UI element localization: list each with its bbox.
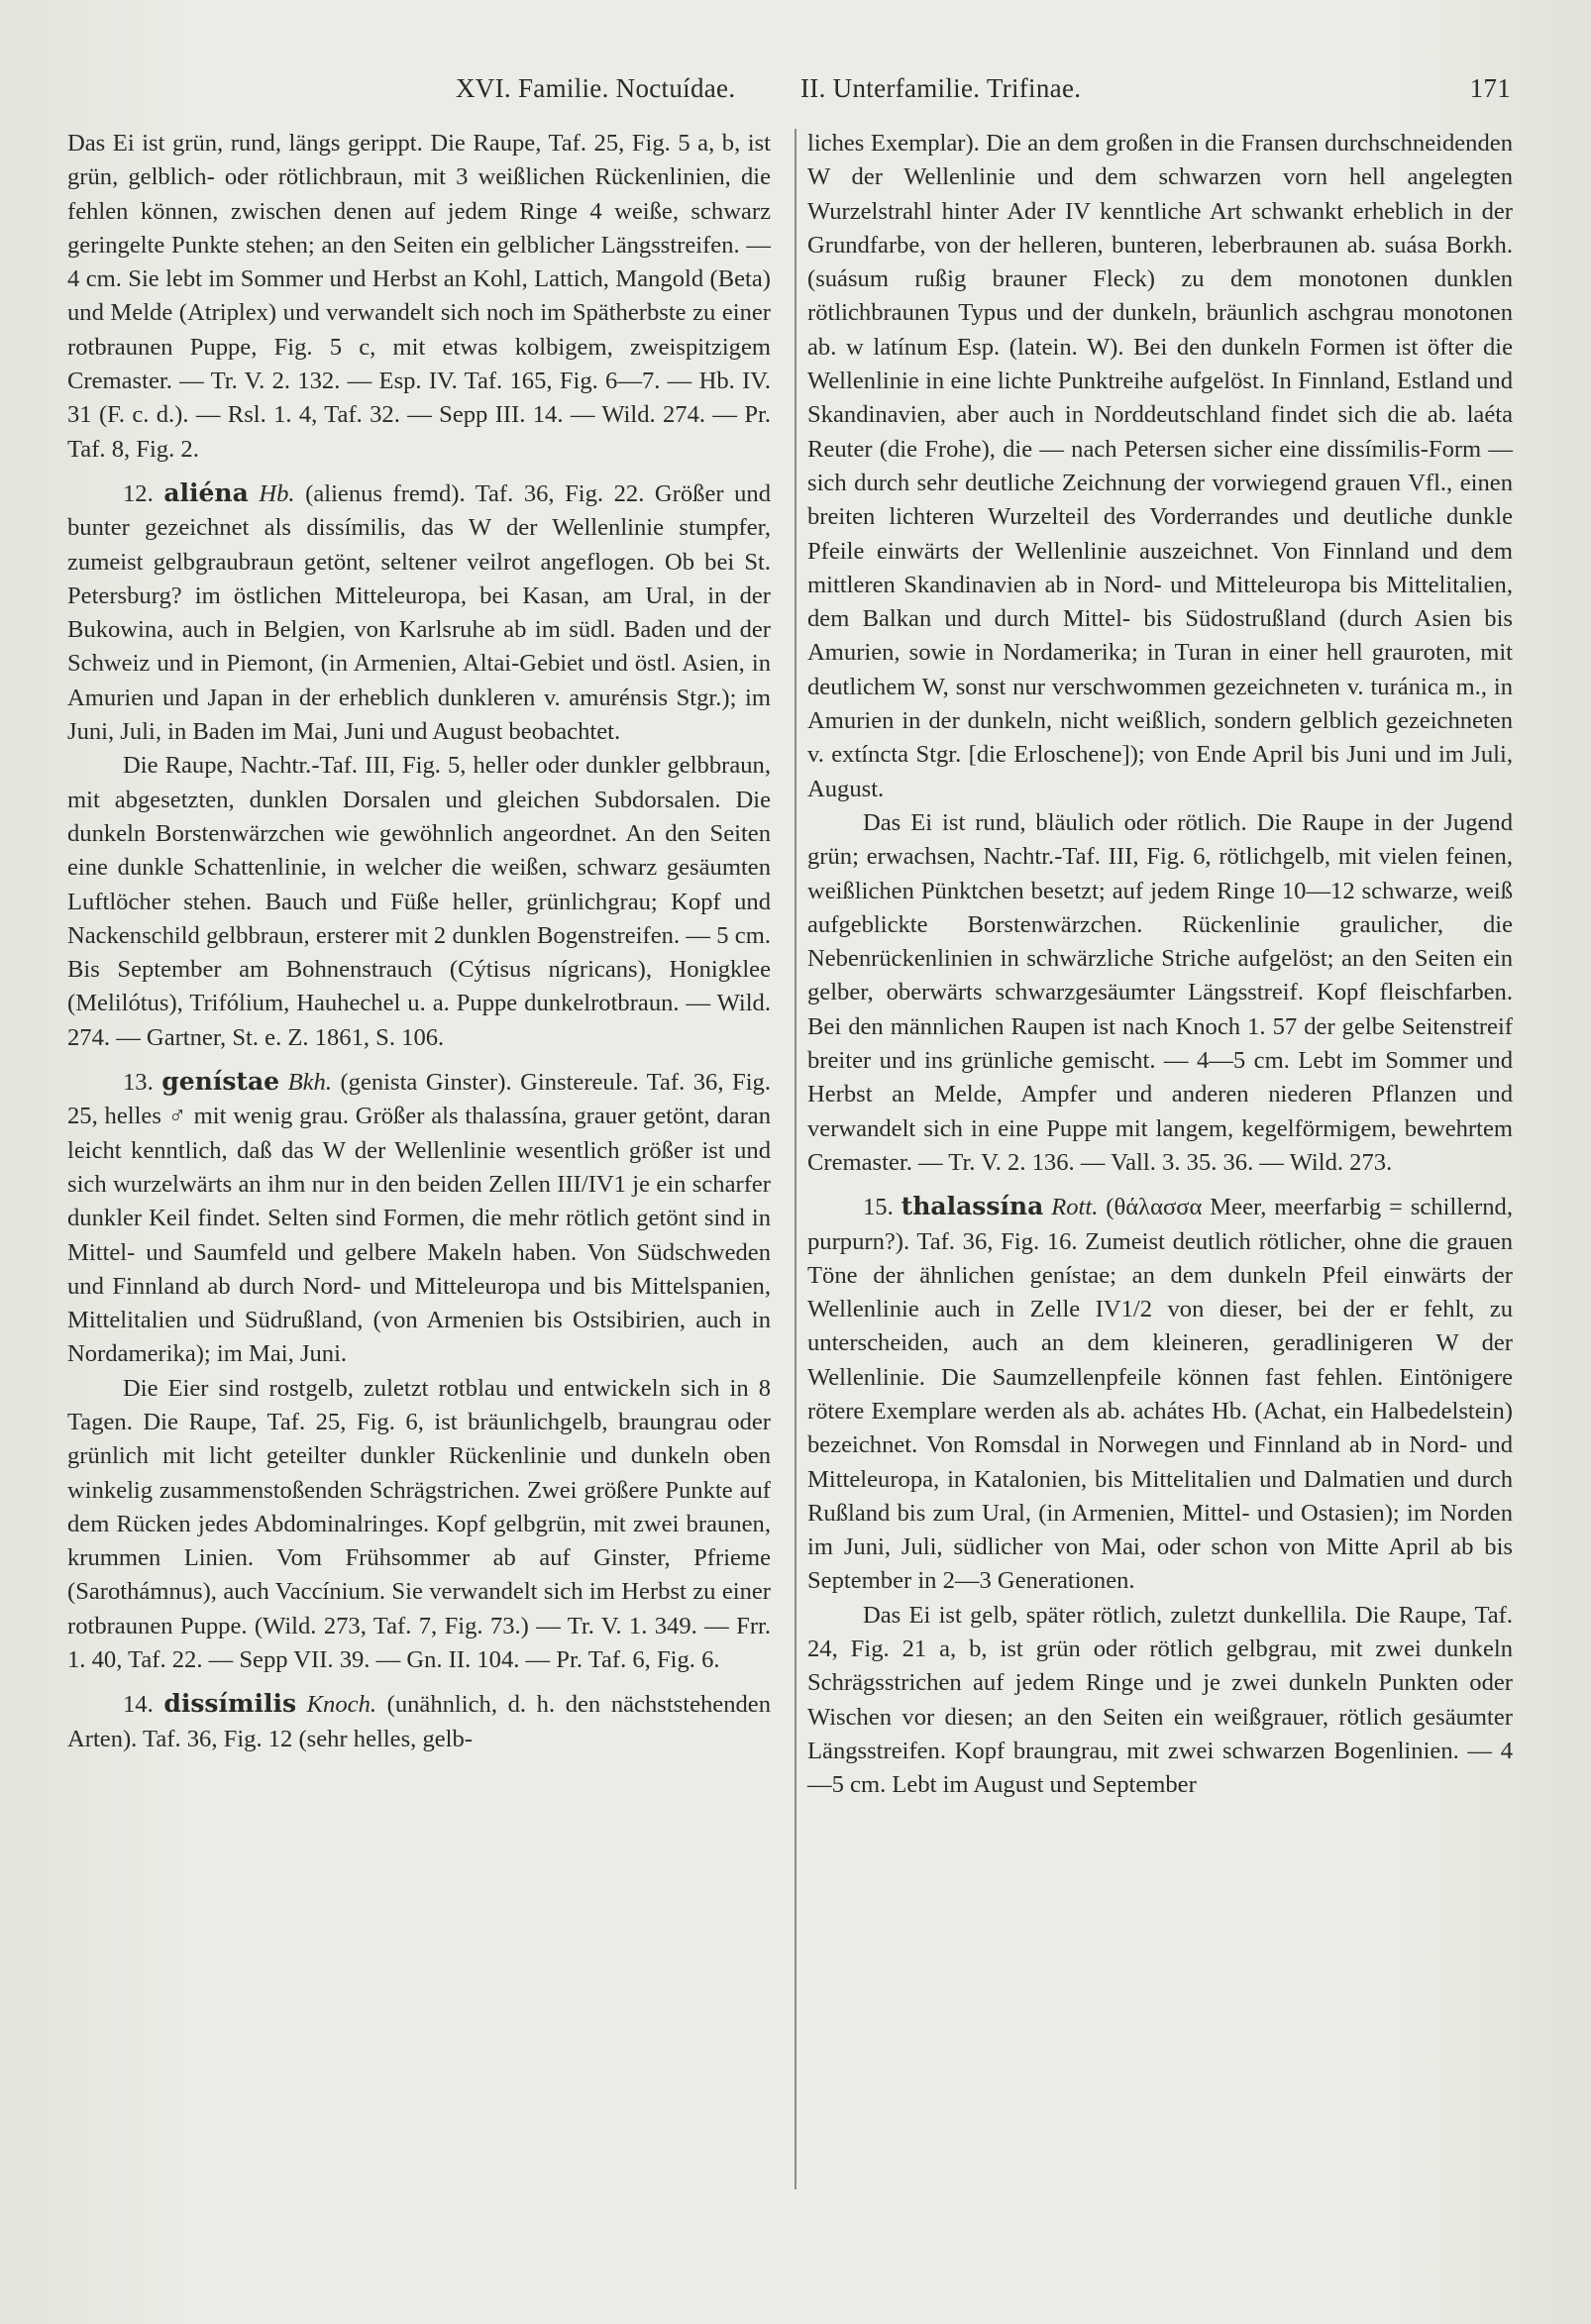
species-entry-thalassina (807, 1190, 1513, 1599)
species-text: (θάλασσα Meer, meerfarbig = schillernd, purpurn?). Taf. 36, Fig. 16. Zumeist deutlich rötlicher, ohne die grauen Töne der ähnlichen genístae; an dem dunkeln Pfeil einwärts der Wellenlinie auch in Zelle IV1/2 von dieser, bei der er fehlt, zu unterscheiden, auch an dem kleineren, geradlinigeren W der Wellenlinie. Die Saumzellenpfeile können fast fehlen. Eintönigere rötere Exemplare werden als ab. achátes Hb. (Achat, ein Halbedelstein) bezeichnet. Von Romsdal in Norwegen und Finnland ab in Nord- und Mitteleuropa, in Katalonien, bis Mittelitalien und Dalmatien und durch Rußland bis zum Ural, (in Armenien, Mittel- und Ostasien); im Norden im Juni, Juli, südlicher von Mai, oder schon von Mitte April ab bis September in 2—3 Generationen. (807, 1194, 1513, 1595)
page-number: 171 (1469, 73, 1511, 103)
paragraph: liches Exemplar). Die an dem großen in die Fransen durchschneidenden W der Wellenlinie und dem schwarzen vorn hell angelegten Wurzelstrahl hinter Ader IV kenntliche Art schwankt erheblich in der Grundfarbe, von der helleren, bunteren, leberbraunen ab. suása Borkh. (suásum rußig brauner Fleck) zu dem monotonen dunklen rötlichbraunen Typus und der dunkeln, bräunlich aschgrau monotonen ab. w latínum Esp. (latein. W). Bei den dunkeln Formen ist öfter die Wellenlinie in eine lichte Punktreihe aufgelöst. In Finnland, Estland und Skandinavien, aber auch in Norddeutschland findet sich die ab. laéta Reuter (die Frohe), die — nach Petersen sicher eine dissímilis-Form — sich durch sehr deutliche Zeichnung der vorwiegend grauen Vfl., einen breiten lichteren Wurzelteil des Vorderrandes und deutliche dunkle Pfeile einwärts der Wellenlinie auszeichnet. Von Finnland und dem mittleren Skandinavien ab in Nord- und Mitteleuropa bis Mittelitalien, dem Balkan und durch Mittel- bis Südostrußland (durch Asien bis Amurien, sowie in Nordamerika; in Turan in einer hell grauroten, mit deutlichem W, sonst nur verschwommen gezeichneten v. turánica m., in Amurien in der dunkeln, nicht weißlich, sondern gelblich gezeichneten v. extíncta Stgr. [die Erloschene]); von Ende April bis Juni und im Juli, August. (807, 130, 1513, 802)
species-author: Hb. (259, 479, 295, 507)
species-number: 15. (863, 1194, 894, 1221)
paragraph: Die Eier sind rostgelb, zuletzt rotblau und entwickeln sich in 8 Tagen. Die Raupe, Taf. 25, Fig. 6, ist bräunlichgelb, braungrau oder grünlich mit licht geteilter dunkler Rückenlinie und dunkeln oben winkelig zusammenstoßenden Schrägstrichen. Zwei größere Punkte auf dem Rücken jedes Abdominalringes. Kopf gelbgrün, mit zwei braunen, krummen Linien. Vom Frühsommer ab auf Ginster, Pfrieme (Sarothámnus), auch Vaccínium. Sie verwandelt sich im Herbst zu einer rotbraunen Puppe. (Wild. 273, Taf. 7, Fig. 73.) — Tr. V. 1. 349. — Frr. 1. 40, Taf. 22. — Sepp VII. 39. — Gn. II. 104. — Pr. Taf. 6, Fig. 6. (67, 1374, 771, 1674)
paragraph: Das Ei ist rund, bläulich oder rötlich. Die Raupe in der Jugend grün; erwachsen, Nachtr.-Taf. III, Fig. 6, rötlichgelb, mit vielen feinen, weißlichen Pünktchen besetzt; auf jedem Ringe 10—12 schwarze, weiß aufgeblickte Borstenwärzchen. Rückenlinie graulicher, die Nebenrückenlinien in schwärzliche Striche aufgelöst; an den Seiten ein gelber, oberwärts schwarzgesäumter Längsstreif. Kopf fleischfarben. Bei den männlichen Raupen ist nach Knoch 1. 57 der gelbe Seitenstreif breiter und ins grünliche gemischt. — 4—5 cm. Lebt im Sommer und Herbst an Melde, Ampfer und anderen niederen Pflanzen und verwandelt sich in eine Puppe mit langem, kegelförmigem, bewehrtem Cremaster. — Tr. V. 2. 136. — Vall. 3. 35. 36. — Wild. 273. (807, 808, 1513, 1176)
species-name: genístae (161, 1067, 280, 1097)
header-family: XVI. Familie. Noctuídae. (456, 73, 736, 103)
left-column (67, 127, 771, 1756)
right-column (807, 127, 1513, 1803)
species-entry-dissimilis (67, 1687, 771, 1756)
species-author: Knoch. (306, 1691, 377, 1719)
species-text: (alienus fremd). Taf. 36, Fig. 22. Größer und bunter gezeichnet als dissímilis, das W der Wellenlinie stumpfer, zumeist gelbgraubraun getönt, seltener veilrot angeflogen. Ob bei St. Petersburg? im östlichen Mitteleuropa, bei Kasan, am Ural, in der Bukowina, auch in Belgien, von Karlsruhe ab im südl. Baden und der Schweiz und in Piemont, (in Armenien, Altai-Gebiet und östl. Asien, in Amurien und Japan in der erheblich dunkleren v. amurénsis Stgr.); im Juni, Juli, in Baden im Mai, Juni und August beobachtet. (67, 479, 771, 746)
species-name: aliéna (163, 477, 249, 507)
species-number: 14. (123, 1691, 154, 1719)
species-number: 13. (123, 1069, 154, 1097)
species-author: Bkh. (287, 1069, 332, 1097)
species-entry-genistae (67, 1065, 771, 1372)
running-header (451, 73, 1540, 113)
species-name: dissímilis (163, 1689, 297, 1719)
paragraph: Die Raupe, Nachtr.-Taf. III, Fig. 5, heller oder dunkler gelbbraun, mit abgesetzten, dunklen Dorsalen und gleichen Subdorsalen. Die dunkeln Borstenwärzchen wie gewöhnlich angeordnet. An den Seiten eine dunkle Schattenlinie, in welcher die weißen, schwarz gesäumten Luftlöcher stehen. Bauch und Füße heller, grünlichgrau; Kopf und Nackenschild gelbbraun, ersterer mit 2 dunklen Bogenstreifen. — 5 cm. Bis September am Bohnenstrauch (Cýtisus nígricans), Honigklee (Melilótus), Trifólium, Hauhechel u. a. Puppe dunkelrotbraun. — Wild. 274. — Gartner, St. e. Z. 1861, S. 106. (67, 752, 771, 1051)
species-author: Rott. (1051, 1194, 1099, 1221)
header-subfamily: II. Unterfamilie. Trifinae. (800, 73, 1082, 103)
species-text: (unähnlich, d. h. den nächststehenden Arten). Taf. 36, Fig. 12 (sehr helles, gelb- (67, 1691, 771, 1752)
species-entry-aliena (67, 476, 771, 749)
species-number: 12. (123, 479, 154, 507)
paragraph: Das Ei ist grün, rund, längs gerippt. Die Raupe, Taf. 25, Fig. 5 a, b, ist grün, gelblich- oder rötlichbraun, mit 3 weißlichen Rückenlinien, die fehlen können, zwischen denen auf jedem Ringe 4 weiße, schwarz geringelte Punkte stehen; an den Seiten ein gelblicher Längsstreifen. — 4 cm. Sie lebt im Sommer und Herbst an Kohl, Lattich, Mangold (Beta) und Melde (Atriplex) und verwandelt sich noch im Spätherbste zu einer rotbraunen Puppe, Fig. 5 c, mit etwas kolbigem, zweispitzigem Cremaster. — Tr. V. 2. 132. — Esp. IV. Taf. 165, Fig. 6—7. — Hb. IV. 31 (F. c. d.). — Rsl. 1. 4, Taf. 32. — Sepp III. 14. — Wild. 274. — Pr. Taf. 8, Fig. 2. (67, 130, 771, 463)
paragraph: Das Ei ist gelb, später rötlich, zuletzt dunkellila. Die Raupe, Taf. 24, Fig. 21 a, b, ist grün oder rötlich gelbgrau, mit zwei dunkeln Schrägsstrichen auf jedem Ringe und je zwei dunkeln Punkten oder Wischen vor diesen; an den Seiten ein weißgrauer, rötlich gesäumter Längsstreifen. Kopf braungrau, mit zwei schwarzen Bogenlinien. — 4—5 cm. Lebt im August und September (807, 1601, 1513, 1799)
species-name: thalassína (901, 1192, 1044, 1221)
column-divider (795, 129, 796, 2189)
species-text: (genista Ginster). Ginstereule. Taf. 36, Fig. 25, helles ♂ mit wenig grau. Größer als thalassína, grauer getönt, daran leicht kenntlich, daß das W der Wellenlinie wesentlich größer ist und sich wurzelwärts an ihm nur in den beiden Zellen III/IV1 je ein scharfer dunkler Keil findet. Selten sind Formen, die mehr rötlich getönt sind in Mittel- und Saumfeld und gelbere Makeln haben. Von Südschweden und Finnland ab durch Nord- und Mitteleuropa und bis Mittelspanien, Mittelitalien und Südrußland, (von Armenien bis Ostsibirien, auch in Nordamerika); im Mai, Juni. (67, 1069, 771, 1368)
